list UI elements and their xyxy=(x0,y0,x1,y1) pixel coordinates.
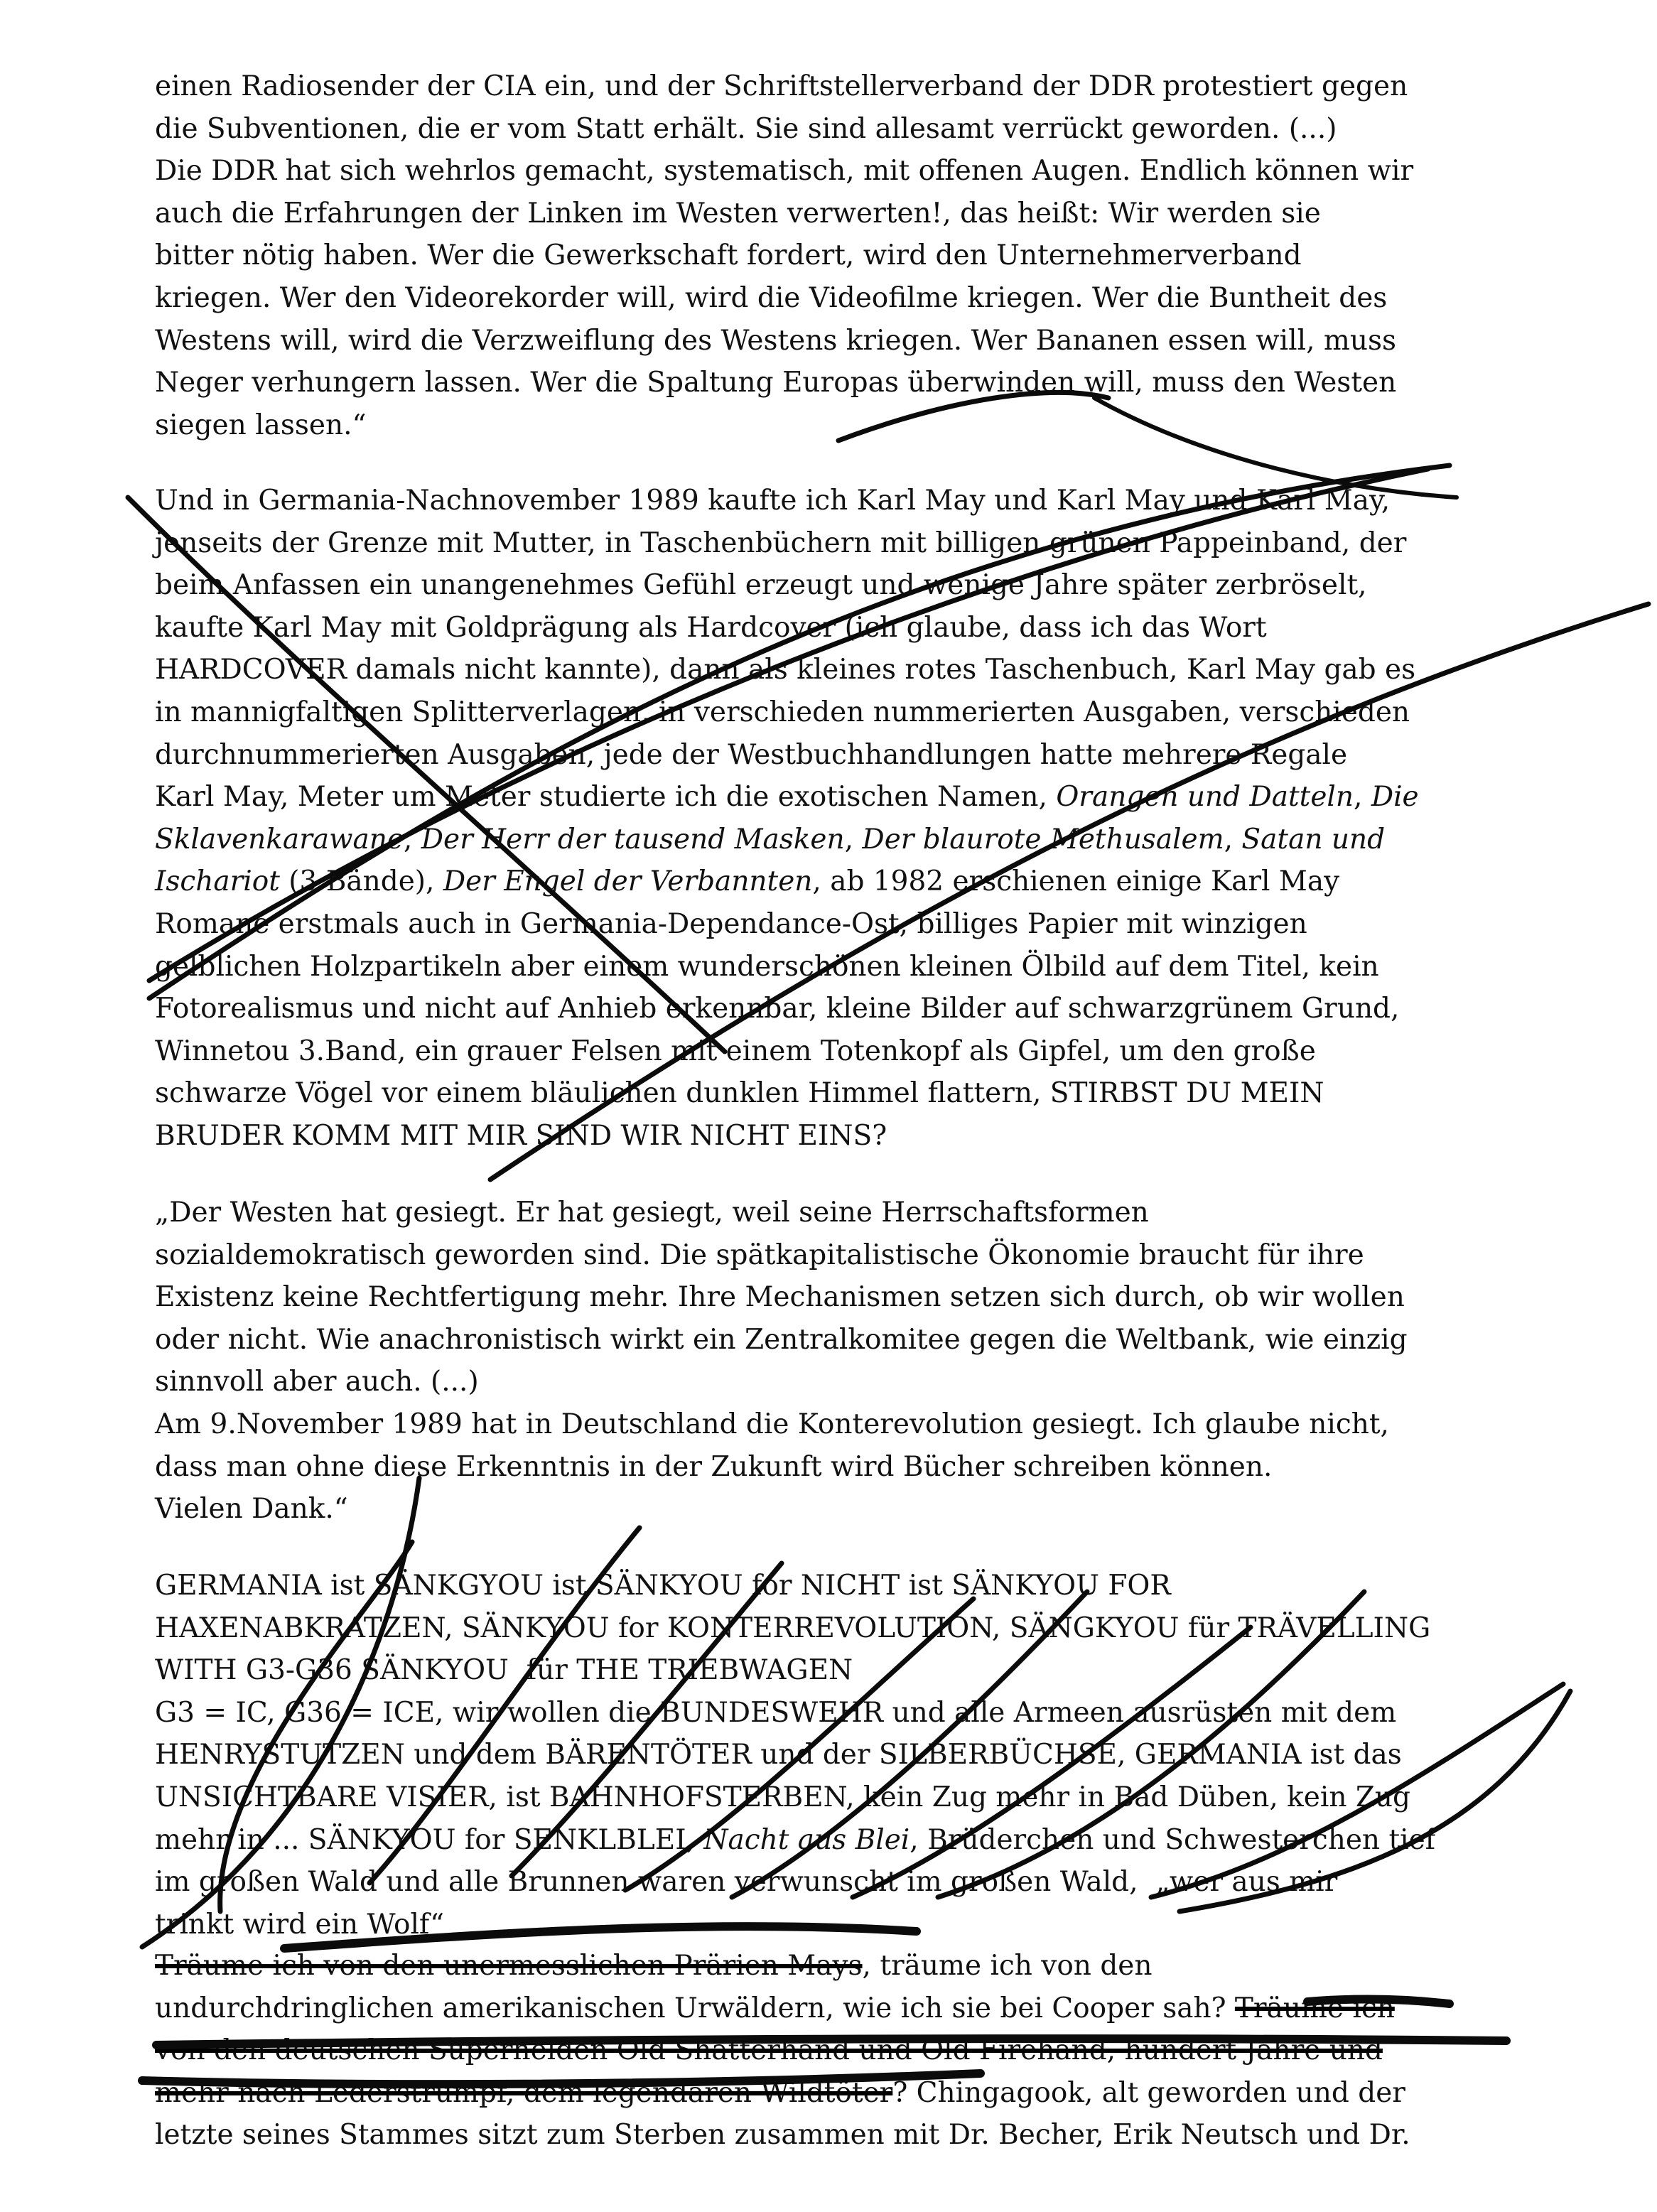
text-line: dass man ohne diese Erkenntnis in der Zukunft wird Bücher schreiben können. xyxy=(155,1450,1273,1483)
text-line: „Der Westen hat gesiegt. Er hat gesiegt, weil seine Herrschaftsformen xyxy=(155,1197,1149,1229)
text-line: Vielen Dank.“ xyxy=(155,1493,348,1526)
text-line: HAXENABKRATZEN, SÄNKYOU for KONTERREVOLUTION, SÄNGKYOU für TRÄVELLING xyxy=(155,1612,1431,1644)
text-line: gelblichen Holzpartikeln aber einem wunderschönen kleinen Ölbild auf dem Titel, kein xyxy=(155,950,1379,983)
text-line: kriegen. Wer den Videorekorder will, wird die Videofilme kriegen. Wer die Buntheit des xyxy=(155,281,1388,314)
book-title: Nacht aus Blei xyxy=(703,1823,910,1856)
germania-paragraph xyxy=(155,1565,1576,1946)
text-line: Und in Germania-Nachnovember 1989 kaufte ich Karl May und Karl May und Karl May, xyxy=(155,485,1391,517)
text-segment: mehr in ... SÄNKYOU for SENKLBLEI, xyxy=(155,1823,704,1856)
text-line: HENRYSTUTZEN und dem BÄRENTÖTER und der SILBERBÜCHSE, GERMANIA ist das xyxy=(155,1739,1402,1771)
text-segment: , xyxy=(403,823,421,856)
text-line: GERMANIA ist SÄNKGYOU ist SÄNKYOU for NICHT ist SÄNKYOU FOR xyxy=(155,1570,1171,1602)
quote-paragraph-1 xyxy=(155,65,1576,446)
struck-text: Träume ich von den unermesslichen Prärien Mays xyxy=(155,1950,863,1982)
text-segment: , xyxy=(844,823,863,856)
text-line: Winnetou 3.Band, ein grauer Felsen mit einem Totenkopf als Gipfel, um den große xyxy=(155,1035,1316,1067)
text-line: Existenz keine Rechtfertigung mehr. Ihre Mechanismen setzen sich durch, ob wir wollen xyxy=(155,1281,1405,1314)
text-segment: , Brüderchen und Schwesterchen tief xyxy=(910,1823,1436,1856)
book-title: Der Engel der Verbannten xyxy=(443,865,813,898)
text-line: Die DDR hat sich wehrlos gemacht, systematisch, mit offenen Augen. Endlich können wir xyxy=(155,155,1414,188)
text-line xyxy=(155,1945,1576,1987)
text-line: G3 = IC, G36 = ICE, wir wollen die BUNDESWEHR und alle Armeen ausrüsten mit dem xyxy=(155,1696,1397,1729)
dream-paragraph xyxy=(155,1945,1576,2157)
text-line: Westens will, wird die Verzweiflung des Westens kriegen. Wer Bananen essen will, muss xyxy=(155,324,1397,357)
text-line: sinnvoll aber auch. (...) xyxy=(155,1366,479,1398)
text-line: siegen lassen.“ xyxy=(155,409,367,441)
text-line: einen Radiosender der CIA ein, und der Schriftstellerverband der DDR protestiert gegen xyxy=(155,70,1408,102)
book-title: Der Herr der tausend Masken xyxy=(421,823,845,856)
text-line: sozialdemokratisch geworden sind. Die spätkapitalistische Ökonomie braucht für ihre xyxy=(155,1239,1364,1271)
book-title: Der blaurote Methusalem xyxy=(862,823,1224,856)
text-line: auch die Erfahrungen der Linken im Westen verwerten!, das heißt: Wir werden sie xyxy=(155,197,1321,230)
book-title: Die xyxy=(1371,781,1419,814)
text-line xyxy=(155,819,1576,861)
text-line: HARDCOVER damals nicht kannte), dann als kleines rotes Taschenbuch, Karl May gab es xyxy=(155,654,1416,686)
quote-paragraph-2 xyxy=(155,1192,1576,1531)
text-line: Fotorealismus und nicht auf Anhieb erkennbar, kleine Bilder auf schwarzgrünem Grund, xyxy=(155,993,1400,1025)
text-segment: Karl May, Meter um Meter studierte ich die exotischen Namen, xyxy=(155,781,1057,814)
text-line: UNSICHTBARE VISIER, ist BAHNHOFSTERBEN, kein Zug mehr in Bad Düben, kein Zug xyxy=(155,1781,1411,1813)
text-line xyxy=(155,860,1576,903)
book-title: Orangen und Datteln xyxy=(1056,781,1354,814)
book-title: Satan und xyxy=(1241,823,1386,856)
text-segment: , xyxy=(1224,823,1242,856)
text-line: Neger verhungern lassen. Wer die Spaltung Europas überwinden will, muss den Westen xyxy=(155,367,1397,399)
text-line: im großen Wald und alle Brunnen waren verwunscht im großen Wald, „wer aus mir xyxy=(155,1866,1338,1899)
text-line xyxy=(155,776,1576,819)
text-segment: , ab 1982 erschienen einige Karl May xyxy=(812,865,1340,898)
text-line xyxy=(155,1819,1576,1862)
text-line xyxy=(155,2072,1576,2115)
text-line: letzte seines Stammes sitzt zum Sterben zusammen mit Dr. Becher, Erik Neutsch und Dr. xyxy=(155,2119,1410,2152)
text-line: oder nicht. Wie anachronistisch wirkt ein Zentralkomitee gegen die Weltbank, wie einzig xyxy=(155,1323,1408,1356)
text-line xyxy=(155,1987,1576,2030)
text-line: die Subventionen, die er vom Statt erhält. Sie sind allesamt verrückt geworden. (...) xyxy=(155,112,1337,145)
text-line: kaufte Karl May mit Goldprägung als Hardcover (ich glaube, dass ich das Wort xyxy=(155,611,1267,644)
text-segment: ? Chingagook, alt geworden und der xyxy=(892,2076,1405,2109)
text-segment: (3 Bände), xyxy=(279,865,443,898)
text-line: in mannigfaltigen Splitterverlagen, in verschieden nummerierten Ausgaben, verschieden xyxy=(155,696,1410,728)
struck-text-line: von den deutschen Superhelden Old Shatterhand und Old Firehand, hundert Jahre und xyxy=(155,2034,1383,2067)
text-line: durchnummerierten Ausgaben, jede der Westbuchhandlungen hatte mehrere Regale xyxy=(155,738,1348,771)
text-line: beim Anfassen ein unangenehmes Gefühl erzeugt und wenige Jahre später zerbröselt, xyxy=(155,569,1367,602)
text-line: trinkt wird ein Wolf“ xyxy=(155,1908,445,1941)
struck-text: Träume ich xyxy=(1234,1992,1395,2024)
text-segment: , träume ich von den xyxy=(862,1950,1153,1982)
struck-text: mehr nach Lederstrumpf, dem legendären Wildtöter xyxy=(155,2076,893,2109)
book-title: Ischariot xyxy=(155,865,280,898)
text-line: WITH G3-G36 SÄNKYOU für THE TRIEBWAGEN xyxy=(155,1654,853,1687)
text-line: schwarze Vögel vor einem bläulichen dunklen Himmel flattern, STIRBST DU MEIN xyxy=(155,1077,1324,1110)
text-line: Romane erstmals auch in Germania-Dependance-Ost, billiges Papier mit winzigen xyxy=(155,907,1307,940)
text-line: jenseits der Grenze mit Mutter, in Taschenbüchern mit billigen grünen Pappeinband, der xyxy=(155,527,1407,559)
text-segment: undurchdringlichen amerikanischen Urwäldern, wie ich sie bei Cooper sah? xyxy=(155,1992,1235,2024)
text-segment: , xyxy=(1354,781,1371,814)
karl-may-paragraph xyxy=(155,480,1576,1158)
text-line: Am 9.November 1989 hat in Deutschland die Konterevolution gesiegt. Ich glaube nicht, xyxy=(155,1408,1389,1440)
text-line: BRUDER KOMM MIT MIR SIND WIR NICHT EINS? xyxy=(155,1119,887,1152)
text-line: bitter nötig haben. Wer die Gewerkschaft fordert, wird den Unternehmerverband xyxy=(155,239,1302,272)
book-title: Sklavenkarawane xyxy=(155,823,404,856)
